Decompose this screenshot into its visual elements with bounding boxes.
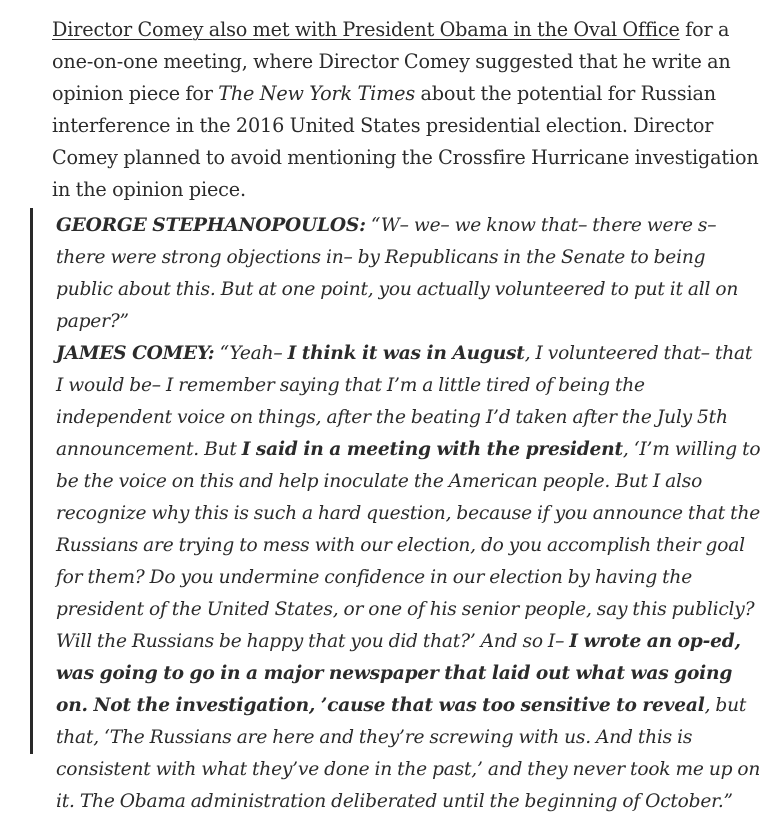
interview-blockquote: [30, 208, 764, 812]
comey-emphasis-3: I wrote an op-ed, was going to go in a major newspaper that laid out what was going on. Not the investigation, ’cause that was too sensitive to reveal: [56, 631, 741, 716]
stephanopoulos-question: “W– we– we know that– there were s– there were strong objections in– by Republicans in the Senate to being public about this. But at one point, you actually volunteered to put it all on paper?”: [56, 215, 739, 332]
comey-emphasis-2: I said in a meeting with the president: [241, 439, 623, 460]
intro-text-1: for a one-on-one meeting, where Director Comey suggested that he write an opinion piece for: [52, 18, 731, 105]
comey-text-3: , ‘I’m willing to be the voice on this and help inoculate the American people. But I also recognize why this is such a hard question, because if you announce that the Russians are trying to mess with our election, do you accomplish their goal for them? Do you undermine confidence in our election by having the president of the United States, or one of his senior people, say this publicly? Will the Russians be happy that you did that?’ And so I–: [56, 439, 761, 652]
comey-text-1: “Yeah–: [214, 343, 288, 364]
comey-text-4: , but that, ‘The Russians are here and they’re screwing with us. And this is consistent with what they’ve done in the past,’ and they never took me up on it. The Obama administration deliberated until the beginning of October.”: [56, 695, 761, 812]
oval-office-meeting-link[interactable]: Director Comey also met with President Obama in the Oval Office: [52, 18, 680, 41]
quote-paragraph: [56, 210, 764, 818]
intro-paragraph: [52, 14, 764, 206]
publication-name: The New York Times: [218, 82, 416, 105]
speaker-comey: JAMES COMEY:: [56, 343, 215, 364]
comey-text-2: , I volunteered that– that I would be– I remember saying that I’m a little tired of being the independent voice on things, after the beating I’d taken after the July 5th announcement. But: [56, 343, 753, 460]
speaker-stephanopoulos: GEORGE STEPHANOPOULOS:: [56, 215, 366, 236]
comey-emphasis-1: I think it was in August: [287, 343, 525, 364]
intro-text-2: about the potential for Russian interference in the 2016 United States presidential election. Director Comey planned to avoid mentioning the Crossfire Hurricane investigation in the opinion piece.: [52, 82, 759, 201]
